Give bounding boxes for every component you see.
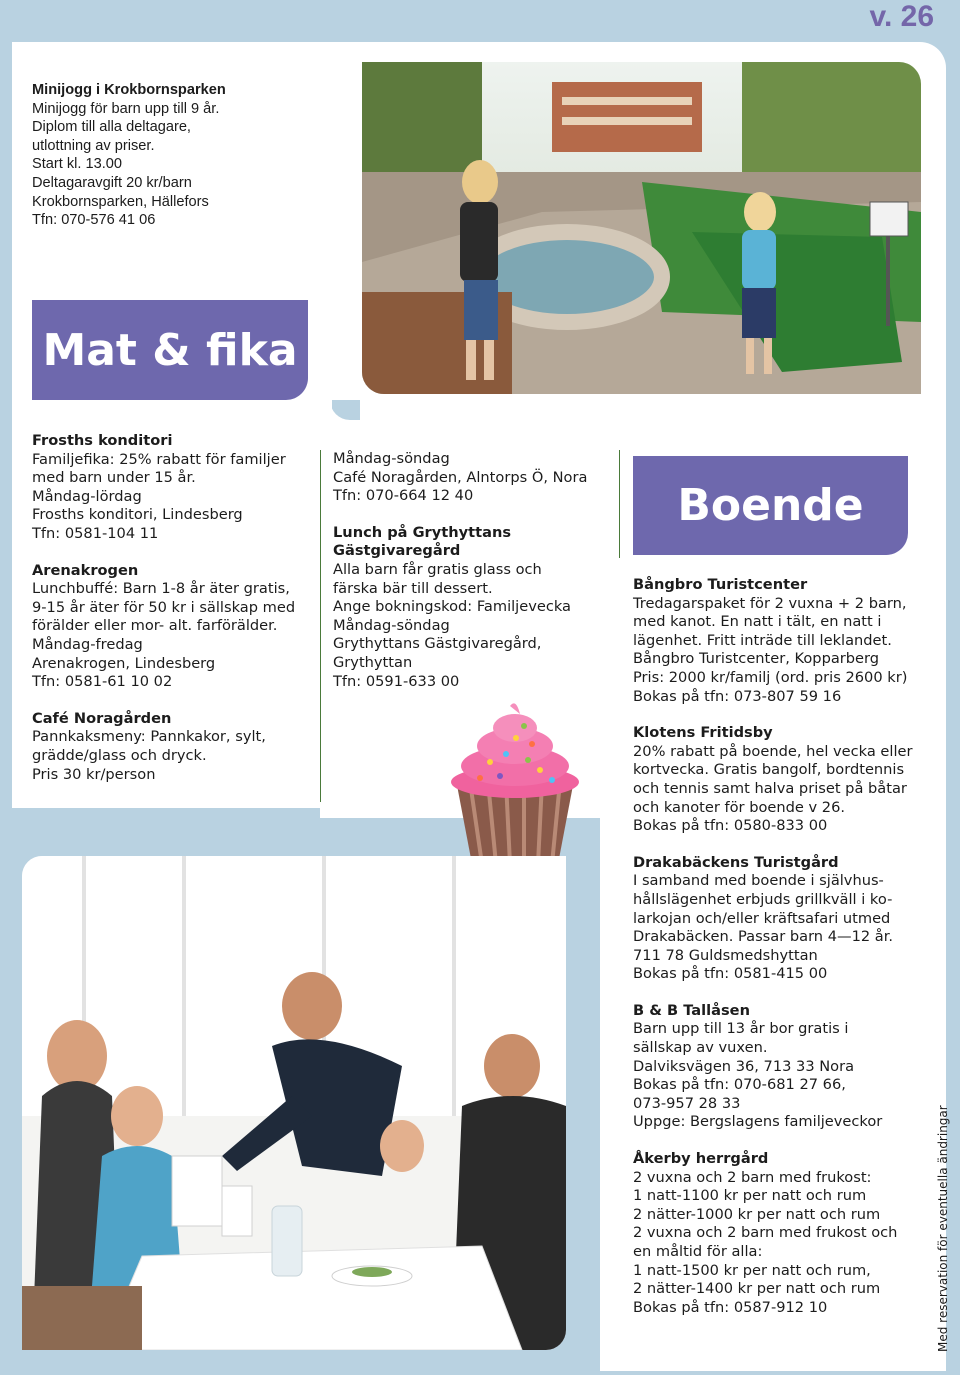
entry-title: Arenakrogen <box>32 561 139 579</box>
boende-column <box>633 576 913 1317</box>
entry-line: Familjefika: 25% rabatt för familjer <box>32 450 286 468</box>
column-divider <box>320 450 321 802</box>
entry-line: Bokas på tfn: 0581-415 00 <box>633 965 828 983</box>
entry-title: Drakabäckens Turistgård <box>633 853 839 871</box>
minijogg-line: Diplom till alla deltagare, <box>32 119 191 136</box>
entry-line: Grythyttans Gästgivaregård, <box>333 635 542 653</box>
cupcake-illustration <box>440 700 590 870</box>
entry-line: 2 vuxna och 2 barn med frukost och <box>633 1224 898 1242</box>
reservation-note: Med reservation för eventuella ändringar <box>936 1105 950 1352</box>
corner-fill <box>312 400 332 420</box>
entry-line: Tfn: 0591-633 00 <box>333 672 460 690</box>
entry-line: 2 vuxna och 2 barn med frukost: <box>633 1168 872 1186</box>
minijogg-line: Deltagaravgift 20 kr/barn <box>32 174 192 191</box>
entry-line: förälder eller mor- alt. farförälder. <box>32 617 278 635</box>
entry-line: Barn upp till 13 år bor gratis i <box>633 1020 849 1038</box>
entry-title: Gästgivaregård <box>333 542 461 560</box>
entry-line: Café Noragården, Alntorps Ö, Nora <box>333 468 588 486</box>
entry-title: Frosths konditori <box>32 432 173 449</box>
entry-line: Pris 30 kr/person <box>32 765 156 783</box>
entry-line: Frosths konditori, Lindesberg <box>32 506 243 524</box>
entry-title: Åkerby herrgård <box>633 1150 769 1168</box>
entry-title: B & B Tallåsen <box>633 1001 750 1019</box>
entry-line: grädde/glass och dryck. <box>32 746 207 764</box>
entry-line: Ange bokningskod: Familjevecka <box>333 598 571 616</box>
entry-line: Tredagarspaket för 2 vuxna + 2 barn, <box>633 594 907 612</box>
entry-line: hållslägenhet erbjuds grillkväll i ko- <box>633 890 893 908</box>
entry-line: Grythyttan <box>333 653 413 671</box>
entry-title: Lunch på Grythyttans <box>333 523 512 541</box>
entry-line: 1 natt-1500 kr per natt och rum, <box>633 1261 871 1279</box>
entry-line: sällskap av vuxen. <box>633 1039 768 1057</box>
entry-line: Tfn: 0581-61 10 02 <box>32 673 173 691</box>
entry-line: I samband med boende i självhus- <box>633 872 884 890</box>
entry-line: Måndag-söndag <box>333 450 450 467</box>
entry-line: Bokas på tfn: 073-807 59 16 <box>633 687 842 705</box>
entry-line: Pannkaksmeny: Pannkakor, sylt, <box>32 728 266 746</box>
entry-line: 2 nätter-1000 kr per natt och rum <box>633 1205 881 1223</box>
entry-line: Pris: 2000 kr/familj (ord. pris 2600 kr) <box>633 668 908 686</box>
entry-line: Arenakrogen, Lindesberg <box>32 654 216 672</box>
entry-line: Måndag-söndag <box>333 616 450 634</box>
minigolf-photo <box>362 62 921 394</box>
entry-title: Klotens Fritidsby <box>633 724 773 742</box>
entry-line: Måndag-lördag <box>32 487 142 505</box>
entry-line: och kanoter för boende v 26. <box>633 798 845 816</box>
entry-line: med barn under 15 år. <box>32 469 196 487</box>
entry-line: och tennis samt halva priset på båtar <box>633 779 907 797</box>
entry-title: Café Noragården <box>32 709 172 727</box>
entry-line: Lunchbuffé: Barn 1-8 år äter gratis, <box>32 580 290 598</box>
entry-line: lägenhet. Fritt inträde till leklandet. <box>633 631 892 649</box>
entry-line: med kanot. En natt i tält, en natt i <box>633 613 882 631</box>
entry-line: 073-957 28 33 <box>633 1094 741 1112</box>
entry-line: Måndag-fredag <box>32 635 143 653</box>
entry-title: Bångbro Turistcenter <box>633 576 808 593</box>
entry-line: färska bär till dessert. <box>333 579 493 597</box>
entry-line: 20% rabatt på boende, hel vecka eller <box>633 742 913 760</box>
entry-line: Tfn: 0581-104 11 <box>32 524 159 542</box>
entry-line: 2 nätter-1400 kr per natt och rum <box>633 1280 881 1298</box>
page-number: v. 26 <box>869 0 934 33</box>
entry-line: Bokas på tfn: 0580-833 00 <box>633 817 828 835</box>
entry-line: Dalviksvägen 36, 713 33 Nora <box>633 1057 855 1075</box>
entry-line: Alla barn får gratis glass och <box>333 560 542 578</box>
entry-line: en måltid för alla: <box>633 1243 763 1260</box>
left-top-cutout <box>12 400 352 420</box>
minijogg-line: Minijogg för barn upp till 9 år. <box>32 100 220 117</box>
entry-line: Bokas på tfn: 070-681 27 66, <box>633 1076 846 1094</box>
entry-line: Bångbro Turistcenter, Kopparberg <box>633 650 880 668</box>
entry-line: 711 78 Guldsmedshyttan <box>633 946 818 964</box>
entry-line: Tfn: 070-664 12 40 <box>333 487 474 505</box>
minijogg-block <box>32 81 226 230</box>
entry-line: Drakabäcken. Passar barn 4—12 år. <box>633 928 894 946</box>
column-divider <box>619 450 620 558</box>
mat-fika-heading: Mat & fika <box>32 300 308 400</box>
mat-fika-col2 <box>333 450 587 691</box>
minijogg-line: Tfn: 070-576 41 06 <box>32 212 156 229</box>
entry-line: larkojan och/eller kräftsafari utmed <box>633 909 891 927</box>
minijogg-title: Minijogg i Krokbornsparken <box>32 82 226 98</box>
minijogg-line: utlottning av priser. <box>32 137 155 154</box>
boende-heading: Boende <box>633 456 908 555</box>
entry-line: kortvecka. Gratis bangolf, bordtennis <box>633 761 905 779</box>
minijogg-line: Start kl. 13.00 <box>32 156 123 173</box>
entry-line: 1 natt-1100 kr per natt och rum <box>633 1187 867 1205</box>
entry-line: 9-15 år äter för 50 kr i sällskap med <box>32 598 296 616</box>
entry-line: Bokas på tfn: 0587-912 10 <box>633 1298 828 1316</box>
minijogg-line: Krokbornsparken, Hällefors <box>32 193 209 210</box>
restaurant-photo <box>22 856 566 1350</box>
mat-fika-col1 <box>32 432 295 784</box>
entry-line: Uppge: Bergslagens familjeveckor <box>633 1113 883 1131</box>
